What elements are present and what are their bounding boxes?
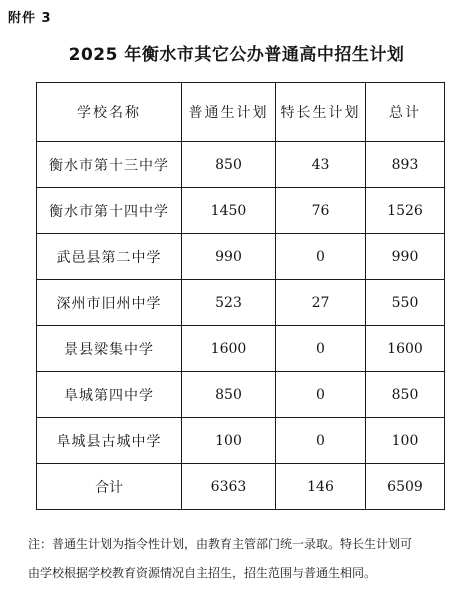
- footnote-line: 注：普通生计划为指令性计划，由教育主管部门统一录取。特长生计划可: [28, 537, 413, 551]
- summary-special-cell: 146: [276, 464, 366, 510]
- school-name-cell: 衡水市第十三中学: [37, 142, 182, 188]
- table-row: [37, 326, 445, 372]
- school-name-cell: 武邑县第二中学: [37, 234, 182, 280]
- regular-plan-cell: 1600: [182, 326, 276, 372]
- footnote: [28, 530, 448, 588]
- special-plan-cell: 0: [276, 372, 366, 418]
- total-cell: 1526: [366, 188, 445, 234]
- special-plan-cell: 0: [276, 326, 366, 372]
- regular-plan-cell: 1450: [182, 188, 276, 234]
- table-summary-row: [37, 464, 445, 510]
- column-header-regular-plan: 普通生计划: [182, 83, 276, 142]
- regular-plan-cell: 523: [182, 280, 276, 326]
- school-name-cell: 衡水市第十四中学: [37, 188, 182, 234]
- enrollment-plan-table: [36, 82, 445, 510]
- special-plan-cell: 0: [276, 418, 366, 464]
- regular-plan-cell: 100: [182, 418, 276, 464]
- attachment-label: 附件 3: [8, 11, 52, 26]
- summary-total-cell: 6509: [366, 464, 445, 510]
- school-name-cell: 阜城第四中学: [37, 372, 182, 418]
- special-plan-cell: 27: [276, 280, 366, 326]
- total-cell: 850: [366, 372, 445, 418]
- table-row: [37, 142, 445, 188]
- total-cell: 100: [366, 418, 445, 464]
- column-header-school: 学校名称: [37, 83, 182, 142]
- table-row: [37, 280, 445, 326]
- special-plan-cell: 76: [276, 188, 366, 234]
- summary-regular-cell: 6363: [182, 464, 276, 510]
- special-plan-cell: 43: [276, 142, 366, 188]
- column-header-special-plan: 特长生计划: [276, 83, 366, 142]
- column-header-total: 总计: [366, 83, 445, 142]
- footnote-line: 由学校根据学校教育资源情况自主招生，招生范围与普通生相同。: [28, 566, 377, 580]
- summary-label-cell: 合计: [37, 464, 182, 510]
- special-plan-cell: 0: [276, 234, 366, 280]
- regular-plan-cell: 850: [182, 142, 276, 188]
- school-name-cell: 阜城县古城中学: [37, 418, 182, 464]
- regular-plan-cell: 990: [182, 234, 276, 280]
- table-row: [37, 372, 445, 418]
- table-row: [37, 234, 445, 280]
- total-cell: 990: [366, 234, 445, 280]
- document-title: 2025 年衡水市其它公办普通高中招生计划: [68, 45, 405, 65]
- table-row: [37, 418, 445, 464]
- regular-plan-cell: 850: [182, 372, 276, 418]
- table-header-row: [37, 83, 445, 142]
- total-cell: 550: [366, 280, 445, 326]
- school-name-cell: 深州市旧州中学: [37, 280, 182, 326]
- total-cell: 893: [366, 142, 445, 188]
- total-cell: 1600: [366, 326, 445, 372]
- school-name-cell: 景县梁集中学: [37, 326, 182, 372]
- table-row: [37, 188, 445, 234]
